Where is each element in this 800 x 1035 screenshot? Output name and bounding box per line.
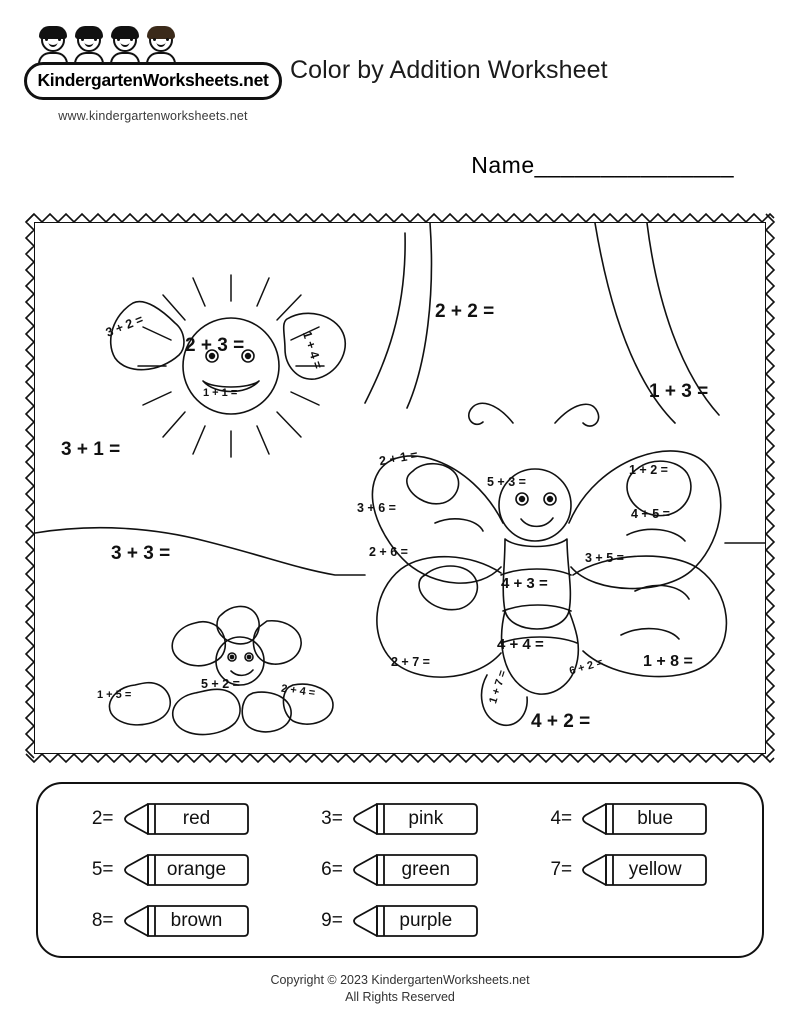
legend-item-8 [56, 903, 285, 939]
crayon-icon-orange [118, 852, 250, 888]
problem-sky-left: 3 + 1 = [61, 439, 121, 460]
rights-text: All Rights Reserved [345, 989, 455, 1004]
coloring-picture-frame [24, 212, 776, 764]
legend-item-6 [285, 852, 514, 888]
legend-number-5: 5= [91, 858, 114, 880]
problem-sun-wing-left: 3 + 2 = [103, 312, 146, 340]
problem-body-upper: 4 + 3 = [501, 575, 548, 592]
legend-item-9 [285, 903, 514, 939]
problem-flower-center: 5 + 2 = [201, 677, 240, 691]
problem-tail: 1 + 7 = [487, 668, 510, 706]
site-url: www.kindergartenworksheets.net [58, 109, 248, 123]
problem-wing-upper-left-a: 2 + 1 = [378, 447, 419, 469]
legend-number-9: 9= [321, 909, 343, 931]
problem-flower-petal-right: 2 + 4 = [280, 682, 316, 700]
legend-color-2: red [182, 808, 211, 830]
legend-color-7: yellow [628, 858, 682, 880]
legend-number-8: 8= [91, 909, 114, 931]
problem-wing-lower-left-a: 2 + 6 = [369, 545, 408, 559]
color-key-legend [36, 782, 764, 958]
legend-number-6: 6= [321, 858, 343, 880]
legend-item-7 [515, 852, 744, 888]
legend-color-9: purple [399, 909, 453, 931]
site-logo[interactable] [24, 26, 282, 123]
crayon-icon-blue [576, 801, 708, 837]
legend-color-3: pink [408, 808, 444, 830]
problem-grass-left: 3 + 3 = [111, 543, 171, 564]
crayon-icon-brown [118, 903, 250, 939]
legend-item-3 [285, 801, 514, 837]
legend-color-6: green [401, 858, 451, 880]
legend-number-3: 3= [321, 808, 343, 830]
problem-wing-upper-right-b: 4 + 5 = [631, 507, 670, 521]
problem-sky-right: 1 + 3 = [649, 381, 709, 402]
legend-number-2: 2= [91, 808, 114, 830]
problem-flower-petal-left: 1 + 5 = [97, 689, 132, 701]
problem-butterfly-head: 5 + 3 = [487, 475, 526, 489]
problem-wing-upper-right-c: 3 + 5 = [585, 551, 624, 565]
problem-sun-face-bottom: 1 + 1 = [203, 387, 238, 399]
legend-number-4: 4= [550, 808, 573, 830]
picture-area [34, 222, 766, 754]
page-title: Color by Addition Worksheet [290, 56, 608, 84]
problem-wing-upper-left-b: 3 + 6 = [357, 501, 396, 515]
problem-wing-upper-right-a: 1 + 2 = [629, 463, 668, 477]
problem-sun-wing-right: 1 + 4 = [299, 329, 326, 371]
legend-item-5 [56, 852, 285, 888]
crayon-icon-purple [347, 903, 479, 939]
logo-wordmark: KindergartenWorksheets.net [24, 62, 282, 100]
legend-number-7: 7= [550, 858, 573, 880]
name-field-label[interactable]: Name_______________ [471, 152, 734, 178]
legend-color-4: blue [637, 808, 674, 830]
crayon-icon-yellow [576, 852, 708, 888]
problem-ground-bottom: 4 + 2 = [531, 711, 591, 732]
copyright-text: Copyright © 2023 KindergartenWorksheets.net [270, 973, 530, 987]
legend-item-2 [56, 801, 285, 837]
crayon-icon-pink [347, 801, 479, 837]
legend-color-8: brown [170, 909, 223, 931]
page-footer [0, 972, 800, 1006]
problem-sky-top: 2 + 2 = [435, 301, 495, 322]
problem-body-lower: 4 + 4 = [497, 636, 544, 653]
legend-color-5: orange [166, 858, 227, 880]
line-art-illustration [35, 223, 765, 753]
crayon-icon-green [347, 852, 479, 888]
problem-wing-lower-right-a: 6 + 2 = [568, 656, 605, 678]
problem-sun-face-top: 2 + 3 = [185, 335, 245, 356]
page-header [0, 18, 800, 138]
problem-wing-lower-right-b: 1 + 8 = [643, 653, 693, 670]
problem-wing-lower-left-b: 2 + 7 = [391, 655, 430, 669]
crayon-icon-red [118, 801, 250, 837]
legend-item-4 [515, 801, 744, 837]
